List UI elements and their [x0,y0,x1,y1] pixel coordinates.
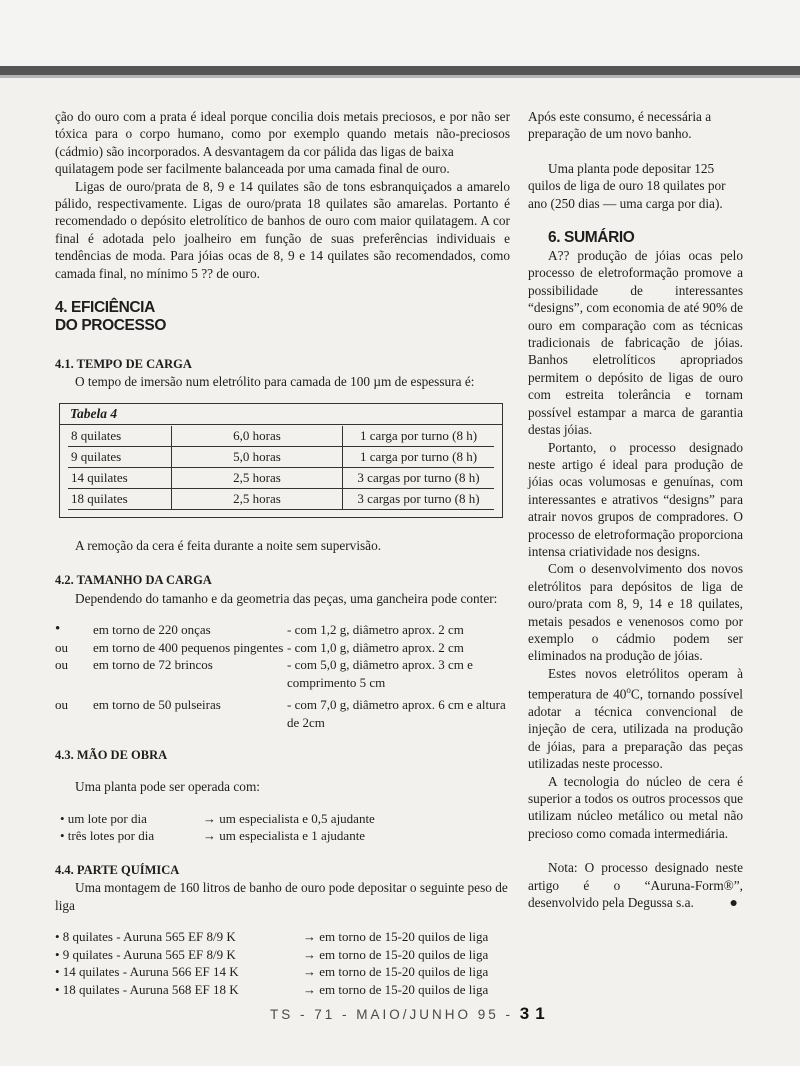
section-4-3-title: 4.3. MÃO DE OBRA [55,748,168,763]
section-4-4-title: 4.4. PARTE QUÍMICA [55,862,180,877]
page-footer [270,1004,551,1024]
table-row [68,446,494,467]
table-4 [59,403,503,518]
main-column [55,108,510,998]
consumption-paragraph: Após este consumo, é necessária a preparação de um novo banho. [528,109,712,142]
footer-issue: TS - 71 - MAIO/JUNHO 95 - [270,1007,520,1022]
section-4-1-text: O tempo de imersão num eletrólito para camada de 100 µm de espessura é: [75,374,475,390]
top-rule-shadow [0,75,800,78]
list-item [55,963,510,981]
load-size-list [55,621,510,731]
table-cell: 6,0 horas [172,426,343,447]
summary-paragraph-1: A?? produção de jóias ocas pelo processo de eletroformação promove a possibilidade de interessantes “designs”, com economia de até 90% de ouro em comparação com as técnicas tradicionais de fabricação de jóias. Banhos eletrolíticos apropriados permitem o depósito de ligas de ouro com estreita tolerância e tornam possível estampar a marca de garantia destas jóias. [528,248,743,438]
bath-alloy: • 18 quilates - Auruna 568 EF 18 K [55,981,239,997]
table-cell: 3 cargas por turno (8 h) [343,467,495,488]
bath-yield: → em torno de 15-20 quilos de liga [303,946,489,962]
table-cell: 5,0 horas [172,446,343,467]
list-marker: ou [55,639,68,655]
bath-alloy: • 9 quilates - Auruna 565 EF 8/9 K [55,946,236,962]
ghost-header-text [610,2,621,47]
bath-yield: → em torno de 15-20 quilos de liga [303,981,489,997]
list-item [55,946,510,964]
section-4-3-text: Uma planta pode ser operada com: [75,778,260,794]
list-item [55,696,510,731]
table-cell: 14 quilates [68,467,172,488]
list-item-spec: - com 1,0 g, diâmetro aprox. 2 cm [287,639,464,655]
list-item [55,639,510,657]
list-item-name: em torno de 400 pequenos pingentes [93,639,284,655]
summary-paragraph-5: A tecnologia do núcleo de cera é superior a todos os outros processos que utilizam núcleo metálico ou metal não precioso como comada intermediária. [528,773,743,841]
top-rule [0,66,800,75]
table-cell: 2,5 horas [172,467,343,488]
table-cell: 2,5 horas [172,488,343,509]
labor-staff: → um especialista e 1 ajudante [203,828,366,844]
list-item [55,827,510,845]
section-4-1-title: 4.1. TEMPO DE CARGA [55,357,192,372]
right-column [528,108,743,913]
table-cell: 3 cargas por turno (8 h) [343,488,495,509]
wax-removal-note: A remoção da cera é feita durante a noite sem supervisão. [75,537,382,553]
list-marker: ou [55,657,68,673]
section-4-2-title: 4.2. TAMANHO DA CARGA [55,573,212,588]
page-number: 31 [519,1004,551,1023]
intro-paragraph: ção do ouro com a prata é ideal porque concilia dois metais preciosos, e por não ser tóxica para o corpo humano, como por exemplo quando metais não-preciosos (cádmio) são incorporados. A desvantagem da cor pálida das ligas de baixa [55,109,510,159]
list-item-name: em torno de 50 pulseiras [93,697,221,713]
summary-paragraph-2: Portanto, o processo designado neste artigo é ideal para produção de jóias ocas volumosas e genuínas, com interessantes e atrativos “designs” para atrair novos grupos de compradores. O processo de eletroformação proporciona intensa criatividade nos designs. [528,439,743,559]
labor-lot: • três lotes por dia [60,828,155,844]
list-item [55,928,510,946]
section-4-title: 4. EFICIÊNCIA DO PROCESSO [55,299,167,335]
list-item-spec: - com 1,2 g, diâmetro aprox. 2 cm [287,622,464,638]
list-item [55,621,510,639]
bath-yield: → em torno de 15-20 quilos de liga [303,964,489,980]
plant-capacity-paragraph: Uma planta pode depositar 125 quilos de liga de ouro 18 quilates por ano (250 dias — uma carga por dia). [528,160,726,211]
list-item [55,810,510,828]
alloy-paragraph: Ligas de ouro/prata de 8, 9 e 14 quilates são de tons esbranquiçados a amarelo pálido, respectivamente. Ligas de ouro/prata 18 quilates são amarelas. Portanto é recomendado o depósito eletrolítico de banhos de ouro com maior quilatagem. A cor final é adotada pelo joalheiro em função de suas preferências individuais e tendências de moda. Para jóias ocas de 8, 9 e 14 quilates são recomendados, como camada final, no mínimo 5 ?? de ouro. [55,178,510,281]
table-cell: 8 quilates [68,426,172,447]
bath-alloy: • 14 quilates - Auruna 566 EF 14 K [55,964,239,980]
table-cell: 1 carga por turno (8 h) [343,446,495,467]
list-item-spec: - com 5,0 g, diâmetro aprox. 3 cm e comprimento 5 cm [287,657,473,690]
table-cell: 18 quilates [68,488,172,509]
list-marker: ou [55,697,68,713]
list-item [55,981,510,999]
list-item-spec: - com 7,0 g, diâmetro aprox. 6 cm e altura de 2cm [287,697,506,730]
end-of-article-mark: ● [729,896,738,912]
summary-paragraph-4: Estes novos eletrólitos operam à temperatura de 40$^o$C, tornando possível adotar a técnica convencional de injeção de cera, utilizada na produção de jóias, para a preparação das peças utilizadas neste processo. [528,665,743,772]
top-bleed-band [0,0,800,66]
bath-yield: → em torno de 15-20 quilos de liga [303,929,489,945]
bath-alloy: • 8 quilates - Auruna 565 EF 8/9 K [55,929,236,945]
table-row [68,467,494,488]
table-row [68,426,494,447]
intro-paragraph-end: quilatagem pode ser facilmente balanceada por uma camada final de ouro. [55,161,450,177]
section-6-title: 6. SUMÁRIO [548,229,635,247]
table-row [68,488,494,509]
labor-staff: → um especialista e 0,5 ajudante [203,810,375,826]
list-item-name: em torno de 220 onças [93,622,211,638]
labor-lot: • um lote por dia [60,810,147,826]
table-cell: 9 quilates [68,446,172,467]
table-4-grid [68,426,494,510]
summary-paragraph-3: Com o desenvolvimento dos novos eletrólitos para depósitos de liga de ouro/prata com 8, 9, 14 e 18 quilates, metais pesados e venenosos como por exemplo o cádmio podem ser eliminados na produção de jóias. [528,561,743,664]
note-paragraph: Nota: O processo designado neste artigo é o “Auruna-Form®”, desenvolvido pela Degussa s.a. [528,860,743,911]
section-4-4-text: Uma montagem de 160 litros de banho de ouro pode depositar o seguinte peso de liga [55,880,508,913]
list-marker: • [55,621,61,638]
table-cell: 1 carga por turno (8 h) [343,426,495,447]
list-item [55,656,510,691]
section-4-2-text: Dependendo do tamanho e da geometria das peças, uma gancheira pode conter: [75,590,498,606]
table-4-title: Tabela 4 [60,404,502,425]
list-item-name: em torno de 72 brincos [93,657,213,673]
